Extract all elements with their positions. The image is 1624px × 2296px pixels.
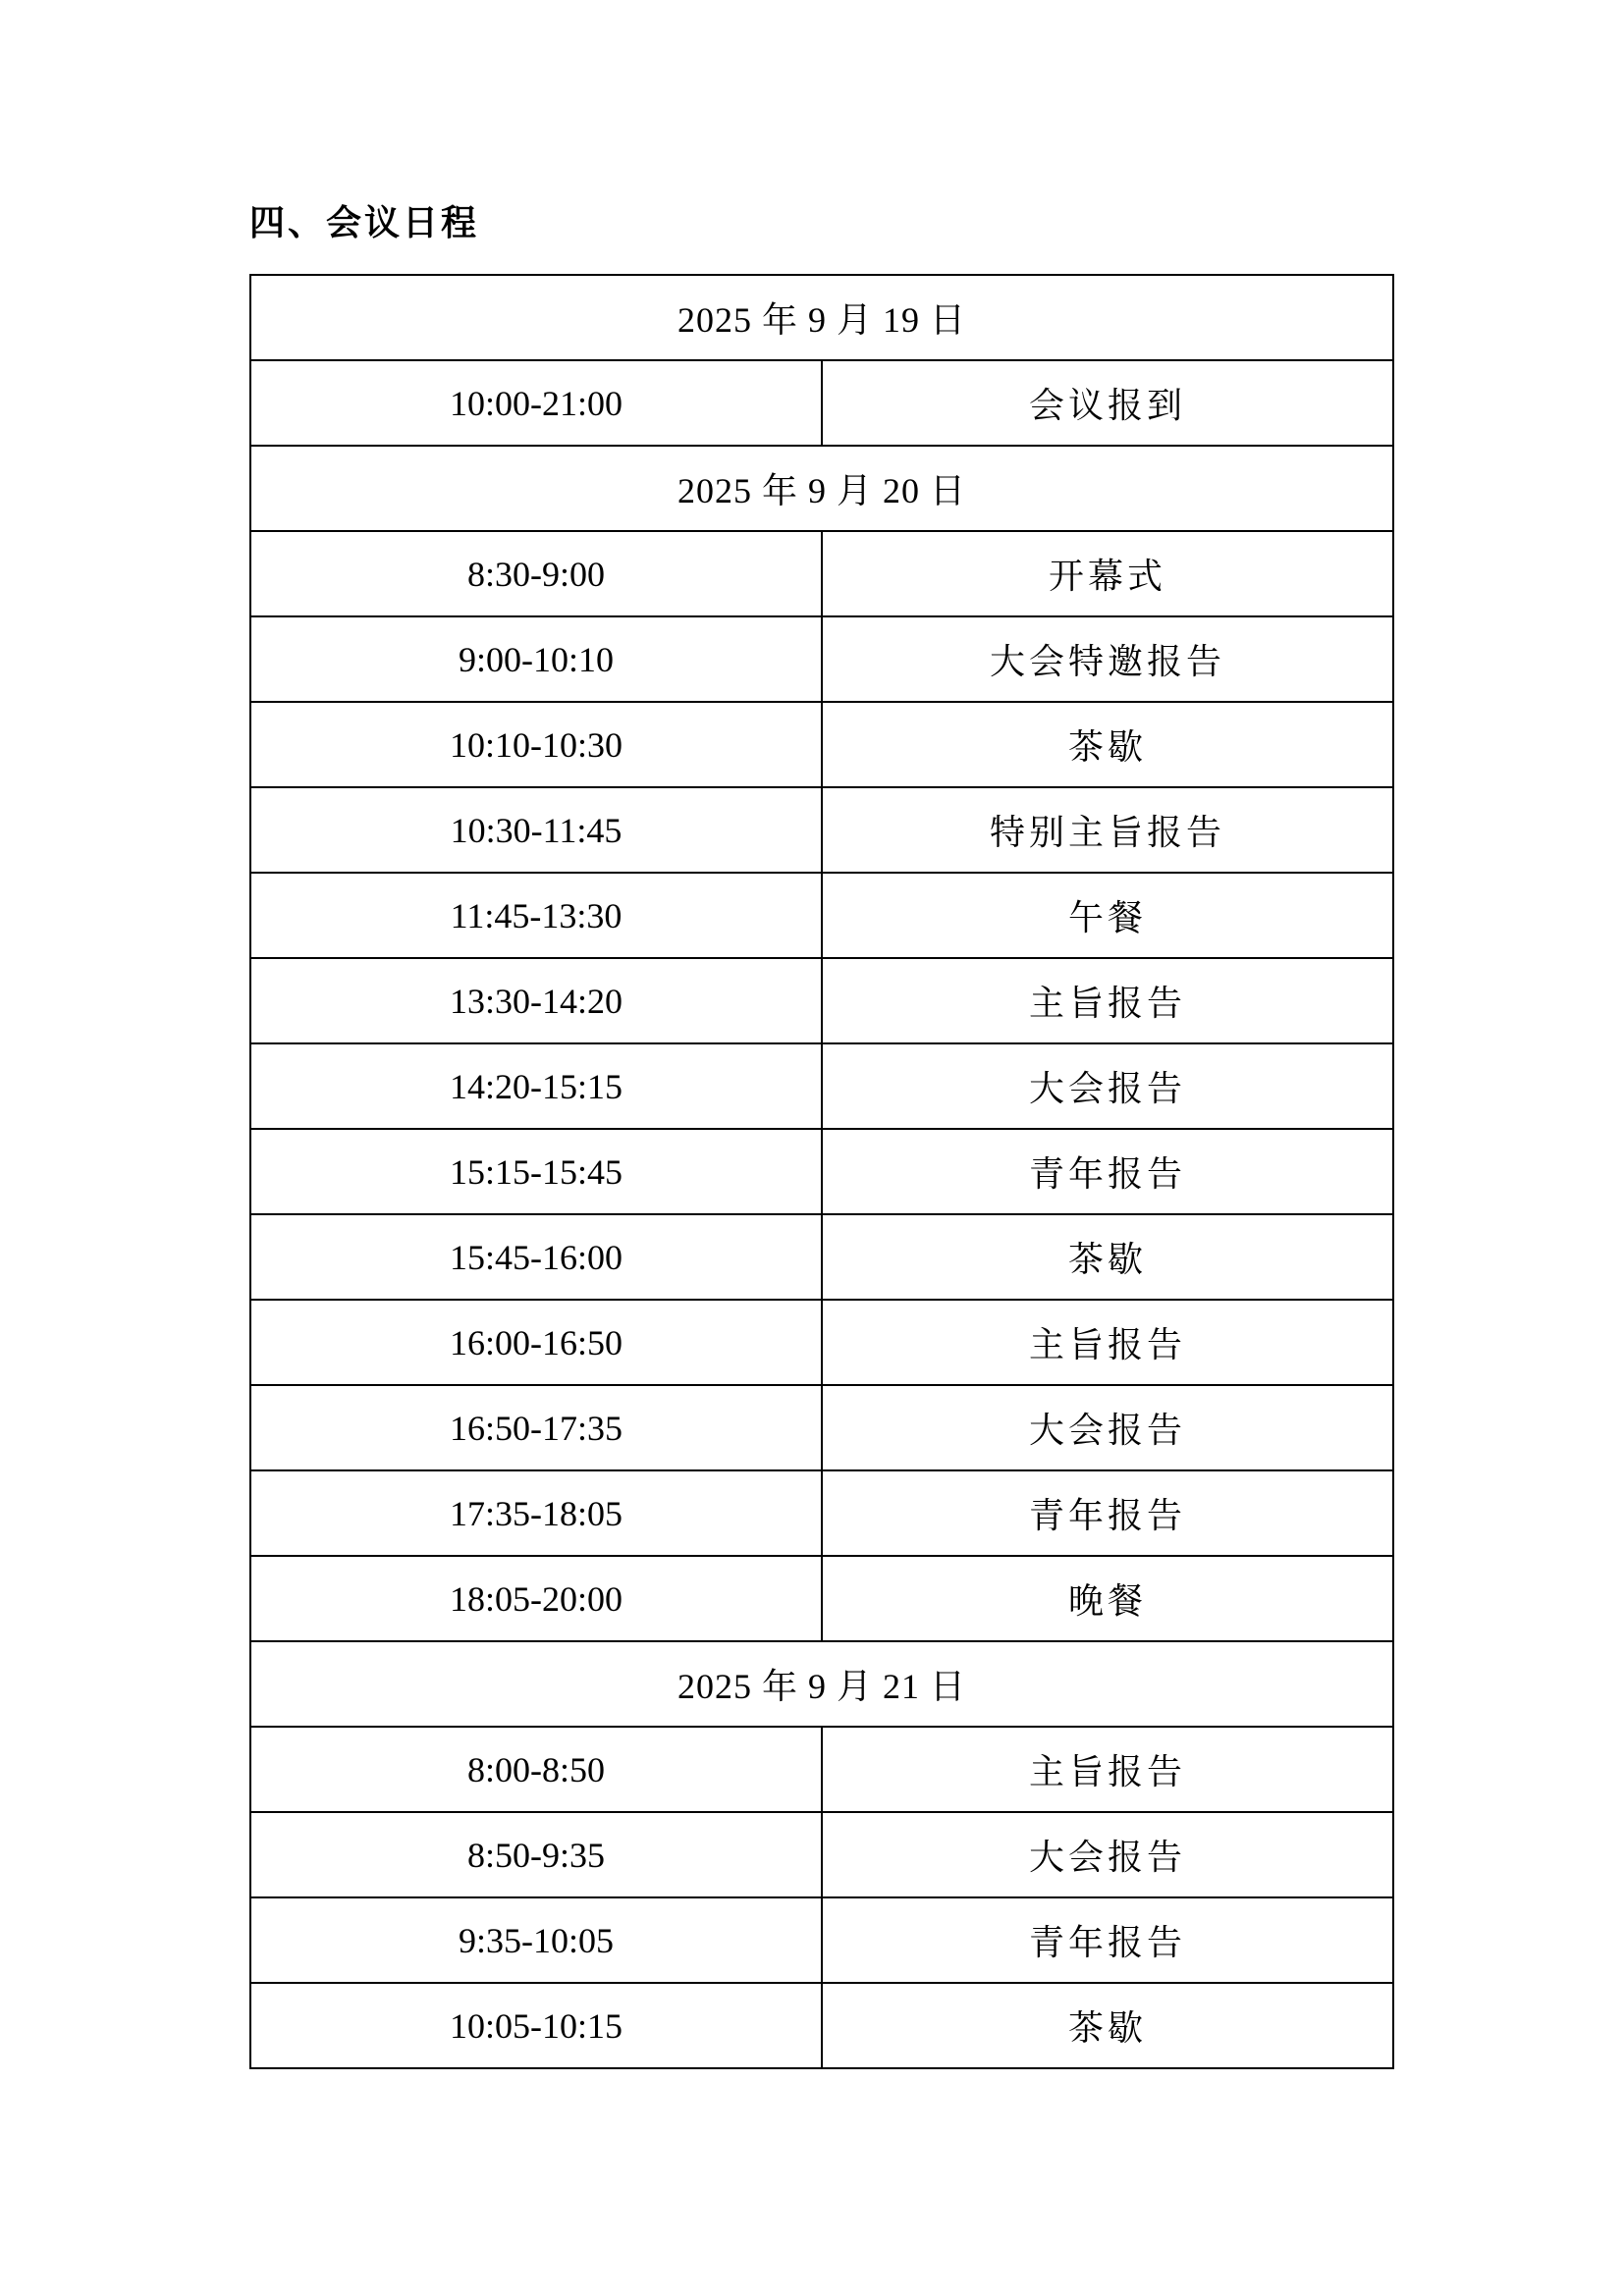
schedule-row [250,1129,1393,1214]
schedule-row [250,531,1393,616]
activity-cell: 特别主旨报告 [822,787,1393,873]
schedule-row [250,616,1393,702]
activity-cell: 茶歇 [822,702,1393,787]
time-cell: 17:35-18:05 [250,1470,822,1556]
schedule-row [250,1812,1393,1897]
date-row [250,1641,1393,1727]
schedule-row [250,1470,1393,1556]
schedule-row [250,1214,1393,1300]
time-cell: 15:45-16:00 [250,1214,822,1300]
activity-cell: 开幕式 [822,531,1393,616]
time-cell: 18:05-20:00 [250,1556,822,1641]
activity-cell: 青年报告 [822,1897,1393,1983]
schedule-table [249,274,1394,2069]
schedule-row [250,873,1393,958]
date-cell: 2025 年 9 月 21 日 [250,1641,1393,1727]
schedule-row [250,360,1393,446]
activity-cell: 会议报到 [822,360,1393,446]
schedule-row [250,1300,1393,1385]
section-heading: 四、会议日程 [249,203,480,243]
time-cell: 10:00-21:00 [250,360,822,446]
time-cell: 16:00-16:50 [250,1300,822,1385]
activity-cell: 大会特邀报告 [822,616,1393,702]
schedule-row [250,1897,1393,1983]
time-cell: 10:10-10:30 [250,702,822,787]
schedule-row [250,958,1393,1043]
time-cell: 10:05-10:15 [250,1983,822,2068]
time-cell: 14:20-15:15 [250,1043,822,1129]
date-row [250,446,1393,531]
activity-cell: 主旨报告 [822,1727,1393,1812]
time-cell: 15:15-15:45 [250,1129,822,1214]
activity-cell: 主旨报告 [822,1300,1393,1385]
activity-cell: 晚餐 [822,1556,1393,1641]
activity-cell: 茶歇 [822,1983,1393,2068]
schedule-row [250,1727,1393,1812]
time-cell: 8:50-9:35 [250,1812,822,1897]
date-cell: 2025 年 9 月 20 日 [250,446,1393,531]
time-cell: 11:45-13:30 [250,873,822,958]
time-cell: 9:35-10:05 [250,1897,822,1983]
date-row [250,275,1393,360]
activity-cell: 大会报告 [822,1043,1393,1129]
activity-cell: 茶歇 [822,1214,1393,1300]
schedule-row [250,1043,1393,1129]
date-cell: 2025 年 9 月 19 日 [250,275,1393,360]
activity-cell: 大会报告 [822,1385,1393,1470]
activity-cell: 午餐 [822,873,1393,958]
schedule-row [250,787,1393,873]
time-cell: 16:50-17:35 [250,1385,822,1470]
schedule-row [250,1556,1393,1641]
time-cell: 13:30-14:20 [250,958,822,1043]
time-cell: 8:30-9:00 [250,531,822,616]
schedule-row [250,1983,1393,2068]
time-cell: 8:00-8:50 [250,1727,822,1812]
time-cell: 9:00-10:10 [250,616,822,702]
activity-cell: 大会报告 [822,1812,1393,1897]
schedule-row [250,702,1393,787]
schedule-row [250,1385,1393,1470]
activity-cell: 青年报告 [822,1129,1393,1214]
time-cell: 10:30-11:45 [250,787,822,873]
activity-cell: 主旨报告 [822,958,1393,1043]
activity-cell: 青年报告 [822,1470,1393,1556]
